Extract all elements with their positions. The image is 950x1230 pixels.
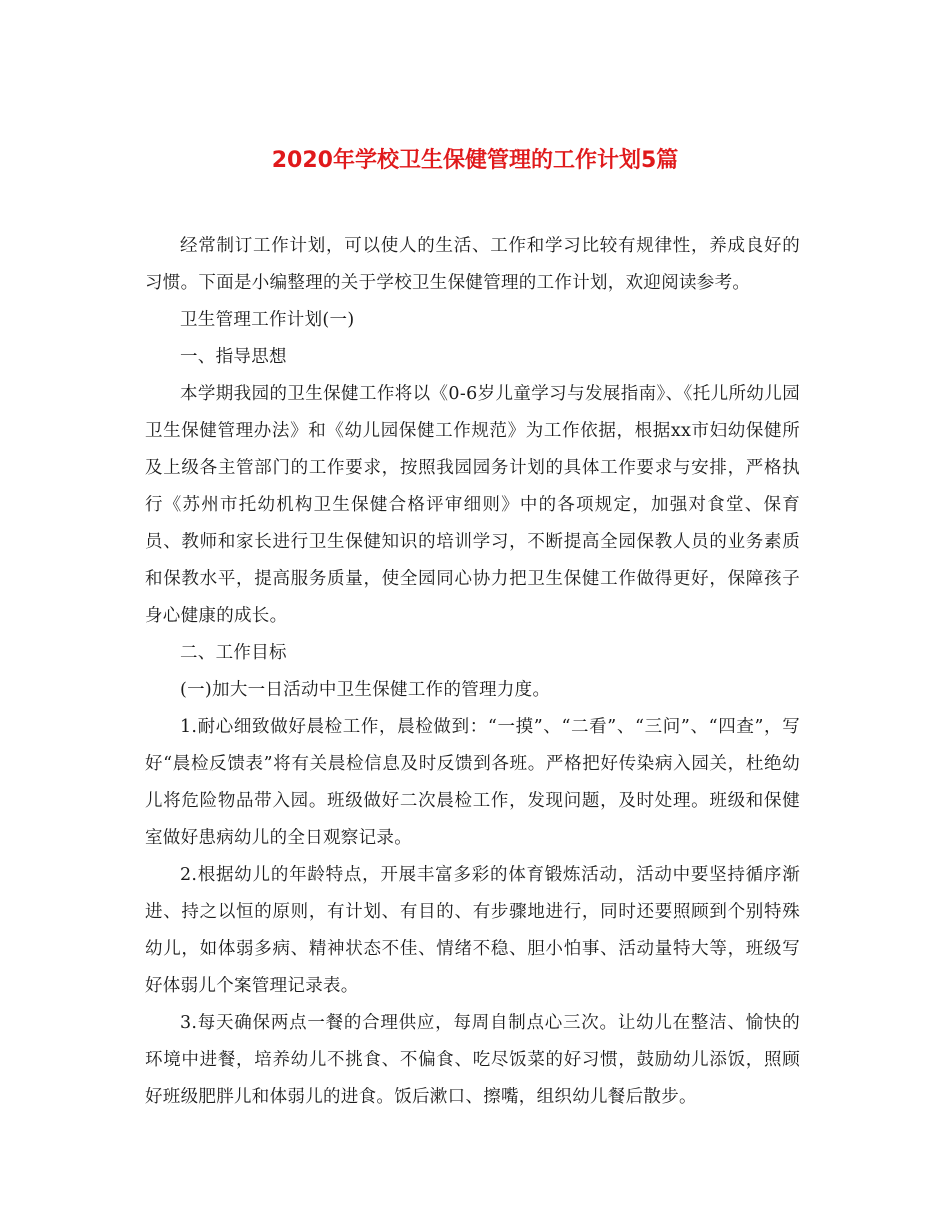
document-title: 2020年学校卫生保健管理的工作计划5篇 — [271, 148, 679, 173]
guiding-ideology-paragraph: 本学期我园的卫生保健工作将以《0-6岁儿童学习与发展指南》、《托儿所幼儿园卫生保健管理办法》和《幼儿园保健工作规范》为工作依据，根据xx市妇幼保健所及上级各主管部门的工作要求，按照我园园务计划的具体工作要求与安排，严格执行《苏州市托幼机构卫生保健合格评审细则》中的各项规定，加强对食堂、保育员、教师和家长进行卫生保健知识的培训学习，不断提高全园保教人员的业务素质和保教水平，提高服务质量，使全园同心协力把卫生保健工作做得更好，保障孩子身心健康的成长。 — [145, 384, 800, 626]
section-heading-plan-one: 卫生管理工作计划(一) — [180, 310, 355, 330]
subsection-heading-daily-management: (一)加大一日活动中卫生保健工作的管理力度。 — [180, 680, 551, 700]
item-physical-exercise-paragraph: 2.根据幼儿的年龄特点，开展丰富多彩的体育锻炼活动，活动中要坚持循序渐进、持之以恒的原则，有计划、有目的、有步骤地进行，同时还要照顾到个别特殊幼儿，如体弱多病、精神状态不佳、情绪不稳、胆小怕事、活动量特大等，班级写好体弱儿个案管理记录表。 — [145, 865, 800, 996]
document-body — [145, 228, 800, 1116]
item-morning-check-paragraph: 1.耐心细致做好晨检工作，晨检做到：“一摸”、“二看”、“三问”、“四查”，写好“晨检反馈表”将有关晨检信息及时反馈到各班。严格把好传染病入园关，杜绝幼儿将危险物品带入园。班级做好二次晨检工作，发现问题，及时处理。班级和保健室做好患病幼儿的全日观察记录。 — [145, 717, 800, 848]
item-meals-paragraph: 3.每天确保两点一餐的合理供应，每周自制点心三次。让幼儿在整洁、愉快的环境中进餐，培养幼儿不挑食、不偏食、吃尽饭菜的好习惯，鼓励幼儿添饭，照顾好班级肥胖儿和体弱儿的进食。饭后漱口、擦嘴，组织幼儿餐后散步。 — [145, 1013, 800, 1107]
section-heading-guiding-ideology: 一、指导思想 — [180, 347, 287, 367]
section-heading-work-goals: 二、工作目标 — [180, 643, 287, 663]
intro-paragraph: 经常制订工作计划，可以使人的生活、工作和学习比较有规律性，养成良好的习惯。下面是小编整理的关于学校卫生保健管理的工作计划，欢迎阅读参考。 — [145, 236, 800, 293]
